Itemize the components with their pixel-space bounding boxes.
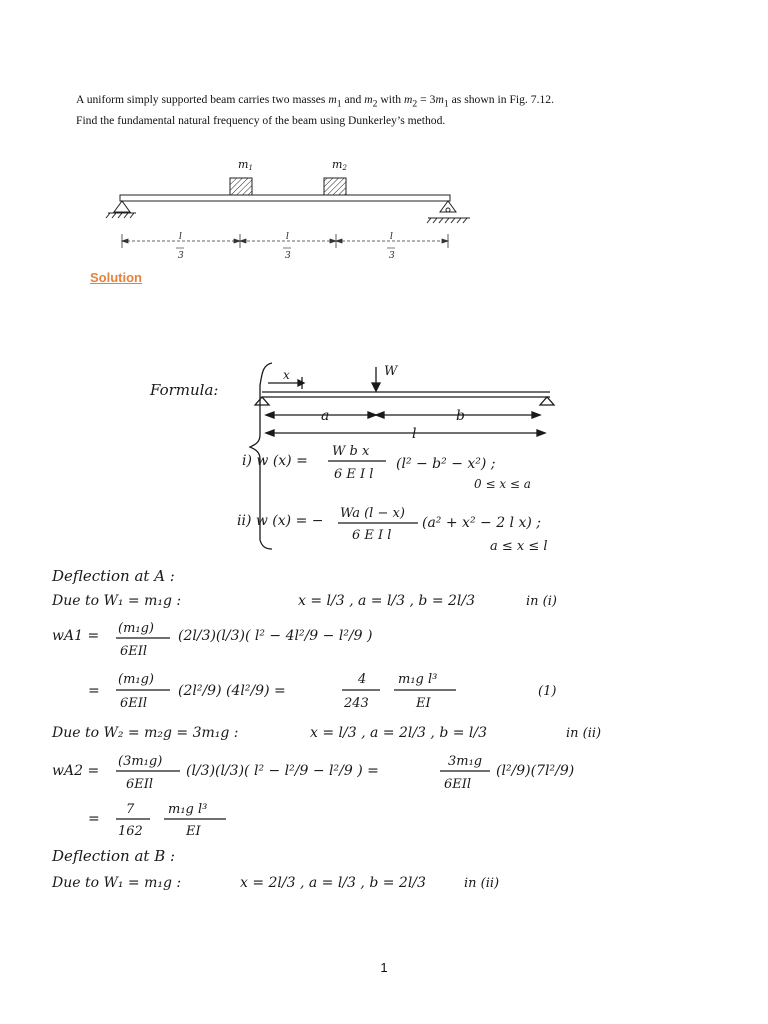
beam-figure [100, 156, 480, 266]
wa2-rest: (l/3)(l/3)( l² − l²/9 − l²/9 ) = [186, 763, 379, 779]
deflection-b-heading: Deflection at B : [52, 847, 176, 865]
wa1-den: 6EIl [120, 644, 148, 659]
equation-tag-1: (1) [538, 684, 557, 699]
due-w2-text: Due to W₂ = m₂g = 3m₁g : [52, 725, 239, 741]
due-w1-values: x = l/3 , a = l/3 , b = 2l/3 [298, 593, 476, 609]
line2-den: 6EIl [120, 696, 148, 711]
dim-den-2: 3 [285, 251, 291, 261]
due-w1-text: Due to W₁ = m₁g : [52, 593, 182, 609]
eq-ii-den: 6 E I l [352, 528, 392, 543]
solution-link[interactable]: Solution [90, 270, 142, 285]
eq-i-rest: (l² − b² − x²) ; [396, 456, 496, 472]
due-w2-in: in (ii) [566, 726, 602, 741]
line5-den: 162 [118, 824, 143, 839]
due-w1-in: in (i) [526, 594, 557, 609]
line2-res-den: 243 [344, 696, 369, 711]
eq-ii-range: a ≤ x ≤ l [490, 539, 548, 554]
due-w1-b-values: x = 2l/3 , a = l/3 , b = 2l/3 [240, 875, 426, 891]
deflection-a-heading: Deflection at A : [52, 567, 175, 585]
beam [120, 195, 450, 201]
wa2-res-num: 3m₁g [448, 754, 483, 769]
left-support [106, 201, 136, 218]
formula-label: Formula: [150, 381, 219, 399]
dim-label-1: l [179, 232, 182, 242]
line5-frac-num: m₁g l³ [168, 802, 208, 817]
wa1-lhs: wA1 = [52, 628, 100, 644]
line2-mid: (2l²/9) (4l²/9) = [178, 683, 286, 699]
due-w1-b-in: in (ii) [464, 876, 500, 891]
eq-i-num: W b x [332, 444, 370, 459]
problem-text-with: with [377, 93, 404, 106]
wa2-den: 6EIl [126, 777, 154, 792]
eq-m2-subscript: 2 [412, 98, 418, 110]
problem-statement [76, 92, 554, 129]
line5-eq: = [88, 811, 100, 827]
dimension-line [122, 234, 448, 248]
wa2-num: (3m₁g) [118, 754, 163, 769]
eq-i-den: 6 E I l [334, 467, 374, 482]
mass2-block [324, 178, 346, 195]
mass1-label: m1 [238, 158, 253, 172]
wa2-res-den: 6EIl [444, 777, 472, 792]
eq-m1-symbol: m [435, 93, 444, 106]
eq-m1-subscript: 1 [443, 98, 449, 110]
wa1-rest: (2l/3)(l/3)( l² − 4l²/9 − l²/9 ) [178, 628, 373, 644]
problem-text-1: A uniform simply supported beam carries two masses [76, 93, 329, 106]
line5-frac-den: EI [186, 824, 201, 839]
eq-ii-lhs: ii) w (x) = − [237, 513, 324, 529]
b-label: b [456, 408, 465, 424]
due-w2-values: x = l/3 , a = 2l/3 , b = l/3 [310, 725, 488, 741]
mass2-label: m2 [332, 158, 347, 172]
eq-m2-symbol: m [403, 93, 413, 106]
l-label: l [412, 426, 417, 442]
line5-num: 7 [126, 802, 135, 817]
right-support [427, 201, 470, 223]
line2-eq: = [88, 683, 100, 699]
page-number: 1 [380, 960, 388, 975]
dim-den-3: 3 [389, 251, 395, 261]
w-label: W [384, 364, 398, 379]
eq-i-range: 0 ≤ x ≤ a [474, 477, 531, 491]
wa2-lhs: wA2 = [52, 763, 100, 779]
eq-text: = 3 [417, 93, 436, 106]
line2-num: (m₁g) [118, 672, 155, 687]
eq-i-lhs: i) w (x) = [242, 453, 308, 469]
handwritten-solution [40, 355, 622, 903]
wa1-num: (m₁g) [118, 621, 155, 636]
eq-ii-rest: (a² + x² − 2 l x) ; [422, 515, 541, 531]
due-w1-b-text: Due to W₁ = m₁g : [52, 875, 182, 891]
dim-label-3: l [390, 232, 393, 242]
m2-subscript: 2 [372, 98, 378, 110]
a-label: a [321, 408, 330, 424]
line2-res-num: 4 [358, 672, 367, 687]
dim-den-1: 3 [178, 251, 184, 261]
mass1-block [230, 178, 252, 195]
m1-symbol: m [328, 93, 337, 106]
line2-frac-den: EI [416, 696, 431, 711]
m2-symbol: m [364, 93, 373, 106]
dim-label-2: l [286, 232, 289, 242]
x-label: x [283, 368, 290, 382]
problem-text-and: and [341, 93, 365, 106]
line2-frac-num: m₁g l³ [398, 672, 438, 687]
eq-ii-num: Wa (l − x) [340, 506, 405, 521]
wa2-res-rest: (l²/9)(7l²/9) [496, 763, 575, 779]
problem-text-rest: as shown in Fig. 7.12. Find the fundamental natural frequency of the beam using Dunkerley’s method. [76, 93, 554, 127]
m1-subscript: 1 [336, 98, 342, 110]
